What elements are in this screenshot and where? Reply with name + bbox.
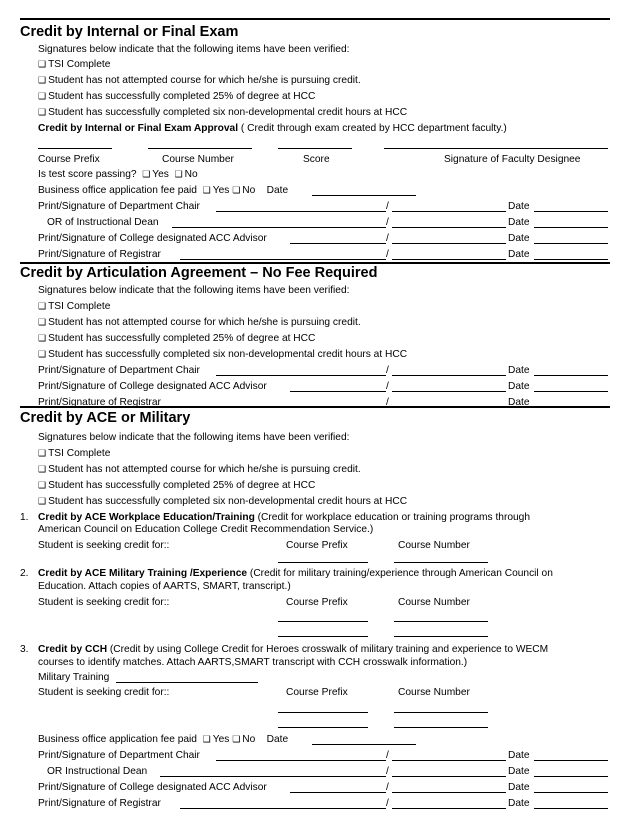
date-label: Date [508, 397, 530, 408]
cch-heading: Credit by CCH (Credit by using College Credit for Heroes crosswalk of military training and experience to WECM [38, 644, 549, 655]
seeking-credit-label: Student is seeking credit for:: [38, 597, 170, 608]
dept-chair-date-field[interactable] [534, 375, 608, 376]
checklist-item: ❑ Student has not attempted course for which he/she is pursuing credit. [38, 464, 361, 475]
advisor-date-field[interactable] [534, 243, 608, 244]
dean-date-field[interactable] [534, 227, 608, 228]
advisor-signature-field[interactable] [290, 792, 386, 793]
checklist-item: ❑ Student has successfully completed six non-developmental credit hours at HCC [38, 107, 408, 118]
date-label: Date [508, 782, 530, 793]
dean-signature-field[interactable] [160, 776, 386, 777]
date-label: Date [508, 217, 530, 228]
registrar-label: Print/Signature of Registrar [38, 798, 161, 809]
dept-chair-label: Print/Signature of Department Chair [38, 201, 200, 212]
verification-intro: Signatures below indicate that the following items have been verified: [38, 285, 350, 296]
checkbox-icon[interactable]: ❑ [38, 464, 47, 474]
course-prefix-label: Course Prefix [286, 597, 348, 608]
advisor-print-field[interactable] [392, 391, 506, 392]
slash-separator: / [386, 766, 389, 777]
advisor-date-field[interactable] [534, 792, 608, 793]
checkbox-icon[interactable]: ❑ [38, 91, 47, 101]
advisor-print-field[interactable] [392, 243, 506, 244]
checkbox-icon[interactable]: ❑ [38, 333, 47, 343]
course-prefix-field[interactable] [278, 562, 368, 563]
checkbox-icon[interactable]: ❑ [38, 317, 47, 327]
fee-paid-row: Business office application fee paid ❑ Yes ❑ No Date [38, 185, 289, 196]
score-field[interactable] [278, 148, 352, 149]
dept-chair-label: Print/Signature of Department Chair [38, 365, 200, 376]
checkbox-icon[interactable]: ❑ [38, 107, 47, 117]
course-prefix-label: Course Prefix [286, 687, 348, 698]
fee-date-field[interactable] [312, 195, 416, 196]
dept-chair-print-field[interactable] [392, 211, 506, 212]
checkbox-icon[interactable]: ❑ [38, 480, 47, 490]
dean-signature-field[interactable] [172, 227, 386, 228]
checklist-item: ❑ TSI Complete [38, 448, 111, 459]
slash-separator: / [386, 782, 389, 793]
slash-separator: / [386, 750, 389, 761]
advisor-signature-field[interactable] [290, 243, 386, 244]
section-title-articulation: Credit by Articulation Agreement – No Fee Required [20, 265, 378, 281]
registrar-signature-field[interactable] [180, 808, 386, 809]
course-prefix-field[interactable] [278, 712, 368, 713]
course-number-field[interactable] [394, 712, 488, 713]
checklist-item: ❑ Student has successfully completed 25% of degree at HCC [38, 480, 316, 491]
slash-separator: / [386, 397, 389, 408]
advisor-print-field[interactable] [392, 792, 506, 793]
dean-date-field[interactable] [534, 776, 608, 777]
advisor-date-field[interactable] [534, 391, 608, 392]
checklist-item: ❑ Student has successfully completed 25% of degree at HCC [38, 333, 316, 344]
checkbox-icon[interactable]: ❑ [38, 75, 47, 85]
date-label: Date [508, 750, 530, 761]
checkbox-icon[interactable]: ❑ [38, 496, 47, 506]
section-title-ace-military: Credit by ACE or Military [20, 410, 191, 426]
military-training-field[interactable] [116, 682, 258, 683]
course-prefix-field[interactable] [278, 621, 368, 622]
seeking-credit-label: Student is seeking credit for:: [38, 540, 170, 551]
dean-print-field[interactable] [392, 776, 506, 777]
verification-intro: Signatures below indicate that the following items have been verified: [38, 432, 350, 443]
faculty-signature-field[interactable] [384, 148, 608, 149]
date-label: Date [508, 798, 530, 809]
ace-workplace-desc: American Council on Education College Credit Recommendation Service.) [38, 524, 374, 535]
column-label-course-prefix: Course Prefix [38, 154, 100, 165]
ace-workplace-heading: Credit by ACE Workplace Education/Training (Credit for workplace education or training programs through [38, 512, 531, 523]
registrar-print-field[interactable] [392, 259, 506, 260]
course-number-field[interactable] [394, 621, 488, 622]
registrar-signature-field[interactable] [180, 259, 386, 260]
course-prefix-label: Course Prefix [286, 540, 348, 551]
seeking-credit-label: Student is seeking credit for:: [38, 687, 170, 698]
course-prefix-field[interactable] [38, 148, 112, 149]
verification-intro: Signatures below indicate that the following items have been verified: [38, 44, 350, 55]
ace-military-desc: Education. Attach copies of AARTS, SMART, transcript.) [38, 581, 291, 592]
column-label-course-number: Course Number [162, 154, 234, 165]
approval-heading: Credit by Internal or Final Exam Approval ( Credit through exam created by HCC department faculty.) [38, 123, 507, 134]
dept-chair-date-field[interactable] [534, 760, 608, 761]
section-divider [20, 18, 610, 20]
registrar-date-field[interactable] [534, 259, 608, 260]
yes-checkbox-icon[interactable]: ❑ [202, 734, 211, 744]
no-checkbox-icon[interactable]: ❑ [232, 734, 241, 744]
dept-chair-label: Print/Signature of Department Chair [38, 750, 200, 761]
checkbox-icon[interactable]: ❑ [38, 349, 47, 359]
checklist-item: ❑ TSI Complete [38, 301, 111, 312]
checklist-item: ❑ Student has successfully completed six non-developmental credit hours at HCC [38, 496, 408, 507]
no-checkbox-icon[interactable]: ❑ [232, 185, 241, 195]
cch-desc: courses to identify matches. Attach AARTS,SMART transcript with CCH crosswalk information.) [38, 657, 468, 668]
course-prefix-field[interactable] [278, 636, 368, 637]
column-label-signature: Signature of Faculty Designee [444, 154, 581, 165]
item-number: 3. [20, 644, 29, 655]
course-number-field[interactable] [394, 636, 488, 637]
registrar-label: Print/Signature of Registrar [38, 249, 161, 260]
registrar-label: Print/Signature of Registrar [38, 397, 161, 408]
slash-separator: / [386, 233, 389, 244]
fee-paid-row: Business office application fee paid ❑ Yes ❑ No Date [38, 734, 289, 745]
date-label: Date [508, 766, 530, 777]
slash-separator: / [386, 217, 389, 228]
advisor-signature-field[interactable] [290, 391, 386, 392]
column-label-score: Score [303, 154, 330, 165]
dept-chair-date-field[interactable] [534, 211, 608, 212]
instructional-dean-label: OR Instructional Dean [47, 766, 148, 777]
checkbox-icon[interactable]: ❑ [38, 301, 47, 311]
no-checkbox-icon[interactable]: ❑ [174, 169, 183, 179]
section-divider [20, 262, 610, 264]
acc-advisor-label: Print/Signature of College designated ACC Advisor [38, 381, 267, 392]
ace-military-heading: Credit by ACE Military Training /Experience (Credit for military training/experience through American Council on [38, 568, 553, 579]
registrar-print-field[interactable] [392, 808, 506, 809]
course-number-label: Course Number [398, 540, 470, 551]
dept-chair-print-field[interactable] [392, 760, 506, 761]
dept-chair-signature-field[interactable] [216, 375, 386, 376]
date-label: Date [508, 381, 530, 392]
checklist-item: ❑ Student has not attempted course for which he/she is pursuing credit. [38, 75, 361, 86]
yes-checkbox-icon[interactable]: ❑ [202, 185, 211, 195]
test-passing-row: Is test score passing? ❑ Yes ❑ No [38, 169, 198, 180]
dept-chair-signature-field[interactable] [216, 760, 386, 761]
course-number-label: Course Number [398, 687, 470, 698]
dept-chair-print-field[interactable] [392, 375, 506, 376]
section-title-internal-exam: Credit by Internal or Final Exam [20, 24, 239, 40]
yes-checkbox-icon[interactable]: ❑ [142, 169, 151, 179]
instructional-dean-label: OR of Instructional Dean [47, 217, 159, 228]
acc-advisor-label: Print/Signature of College designated ACC Advisor [38, 782, 267, 793]
checklist-item: ❑ TSI Complete [38, 59, 111, 70]
dean-print-field[interactable] [392, 227, 506, 228]
fee-date-field[interactable] [312, 744, 416, 745]
course-number-field[interactable] [394, 727, 488, 728]
military-training-label: Military Training [38, 672, 110, 683]
course-number-label: Course Number [398, 597, 470, 608]
course-number-field[interactable] [394, 562, 488, 563]
slash-separator: / [386, 249, 389, 260]
checkbox-icon[interactable]: ❑ [38, 59, 47, 69]
course-number-field[interactable] [148, 148, 252, 149]
checkbox-icon[interactable]: ❑ [38, 448, 47, 458]
date-label: Date [508, 233, 530, 244]
date-label: Date [508, 365, 530, 376]
checklist-item: ❑ Student has successfully completed six non-developmental credit hours at HCC [38, 349, 408, 360]
checklist-item: ❑ Student has not attempted course for which he/she is pursuing credit. [38, 317, 361, 328]
dept-chair-signature-field[interactable] [216, 211, 386, 212]
item-number: 1. [20, 512, 29, 523]
slash-separator: / [386, 798, 389, 809]
course-prefix-field[interactable] [278, 727, 368, 728]
slash-separator: / [386, 381, 389, 392]
section-divider [20, 406, 610, 408]
slash-separator: / [386, 201, 389, 212]
checklist-item: ❑ Student has successfully completed 25% of degree at HCC [38, 91, 316, 102]
registrar-date-field[interactable] [534, 808, 608, 809]
acc-advisor-label: Print/Signature of College designated ACC Advisor [38, 233, 267, 244]
date-label: Date [508, 249, 530, 260]
date-label: Date [508, 201, 530, 212]
slash-separator: / [386, 365, 389, 376]
item-number: 2. [20, 568, 29, 579]
